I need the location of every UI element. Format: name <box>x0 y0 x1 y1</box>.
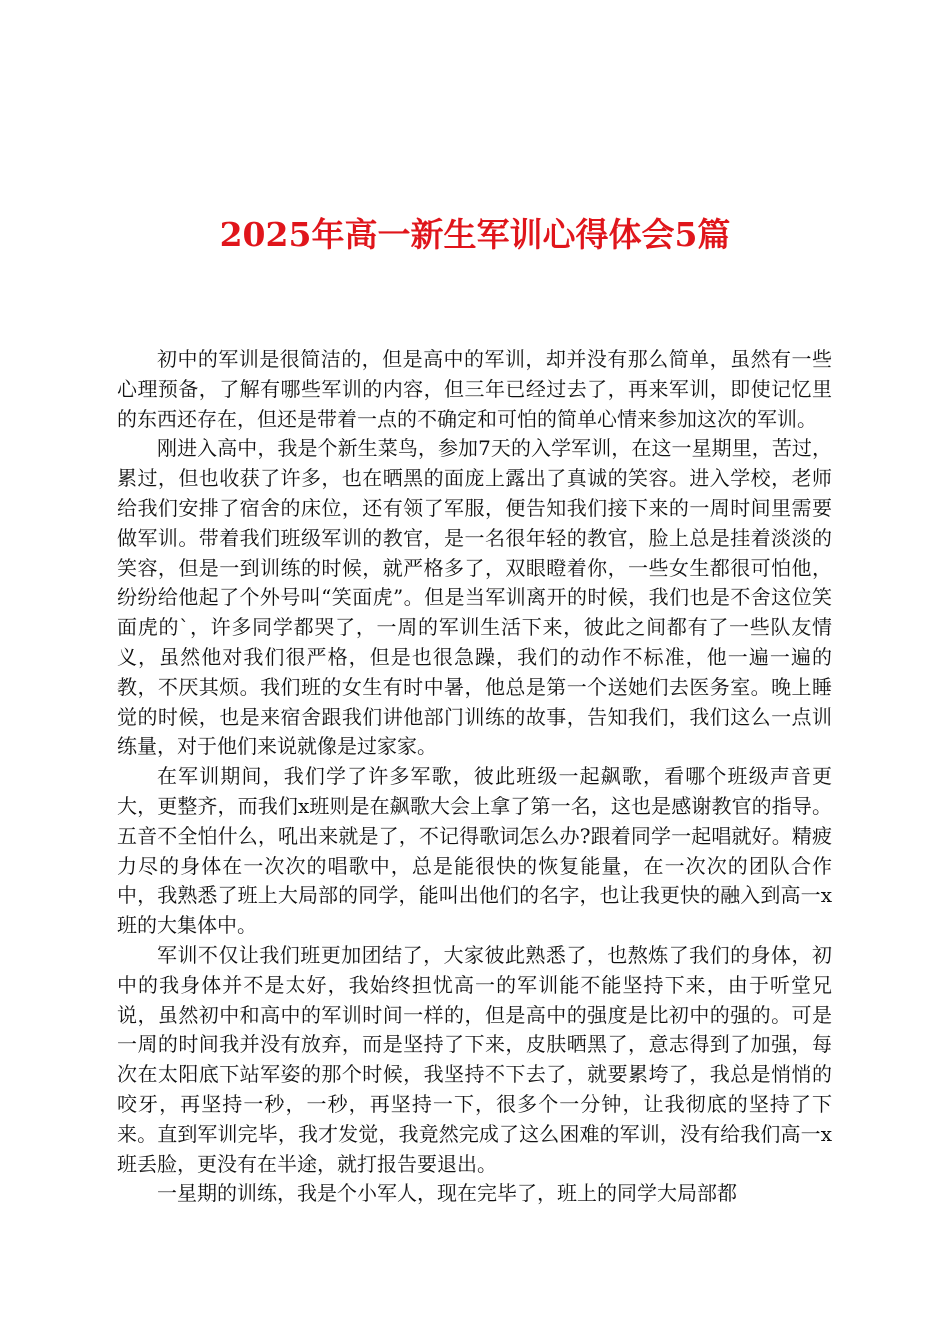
paragraph-1: 初中的军训是很简洁的，但是高中的军训，却并没有那么简单，虽然有一些心理预备，了解有哪些军训的内容，但三年已经过去了，再来军训，即使记忆里的东西还存在，但还是带着一点的不确定和可怕的简单心情来参加这次的军训。 <box>117 347 832 431</box>
document-body <box>117 345 832 1209</box>
paragraph-4: 军训不仅让我们班更加团结了，大家彼此熟悉了，也熬炼了我们的身体，初中的我身体并不是太好，我始终担忧高一的军训能不能坚持下来，由于听堂兄说，虽然初中和高中的军训时间一样的，但是高中的强度是比初中的强的。可是一周的时间我并没有放弃，而是坚持了下来，皮肤晒黑了，意志得到了加强，每次在太阳底下站军姿的那个时候，我坚持不下去了，就要累垮了，我总是悄悄的咬牙，再坚持一秒，一秒，再坚持一下，很多个一分钟，让我彻底的坚持了下来。直到军训完毕，我才发觉，我竟然完成了这么困难的军训，没有给我们高一x班丢脸，更没有在半途，就打报告要退出。 <box>117 942 832 1176</box>
paragraph-3: 在军训期间，我们学了许多军歌，彼此班级一起飙歌，看哪个班级声音更大，更整齐，而我们x班则是在飙歌大会上拿了第一名，这也是感谢教官的指导。五音不全怕什么，吼出来就是了，不记得歌词怎么办?跟着同学一起唱就好。精疲力尽的身体在一次次的唱歌中，总是能很快的恢复能量，在一次次的团队合作中，我熟悉了班上大局部的同学，能叫出他们的名字，也让我更快的融入到高一x班的大集体中。 <box>117 764 832 938</box>
paragraph-5: 一星期的训练，我是个小军人，现在完毕了，班上的同学大局部都 <box>157 1181 737 1206</box>
document-title: 2025年高一新生军训心得体会5篇 <box>219 215 731 254</box>
paragraph-2: 刚进入高中，我是个新生菜鸟，参加7天的入学军训，在这一星期里，苦过，累过，但也收获了许多，也在晒黑的面庞上露出了真诚的笑容。进入学校，老师给我们安排了宿舍的床位，还有领了军服，便告知我们接下来的一周时间里需要做军训。带着我们班级军训的教官，是一名很年轻的教官，脸上总是挂着淡淡的笑容，但是一到训练的时候，就严格多了，双眼瞪着你，一些女生都很可怕他，纷纷给他起了个外号叫“笑面虎”。但是当军训离开的时候，我们也是不舍这位笑面虎的`，许多同学都哭了，一周的军训生活下来，彼此之间都有了一些队友情义，虽然他对我们很严格，但是也很急躁，我们的动作不标准，他一遍一遍的教，不厌其烦。我们班的女生有时中暑，他总是第一个送她们去医务室。晚上睡觉的时候，也是来宿舍跟我们讲他部门训练的故事，告知我们，我们这么一点训练量，对于他们来说就像是过家家。 <box>117 436 832 759</box>
